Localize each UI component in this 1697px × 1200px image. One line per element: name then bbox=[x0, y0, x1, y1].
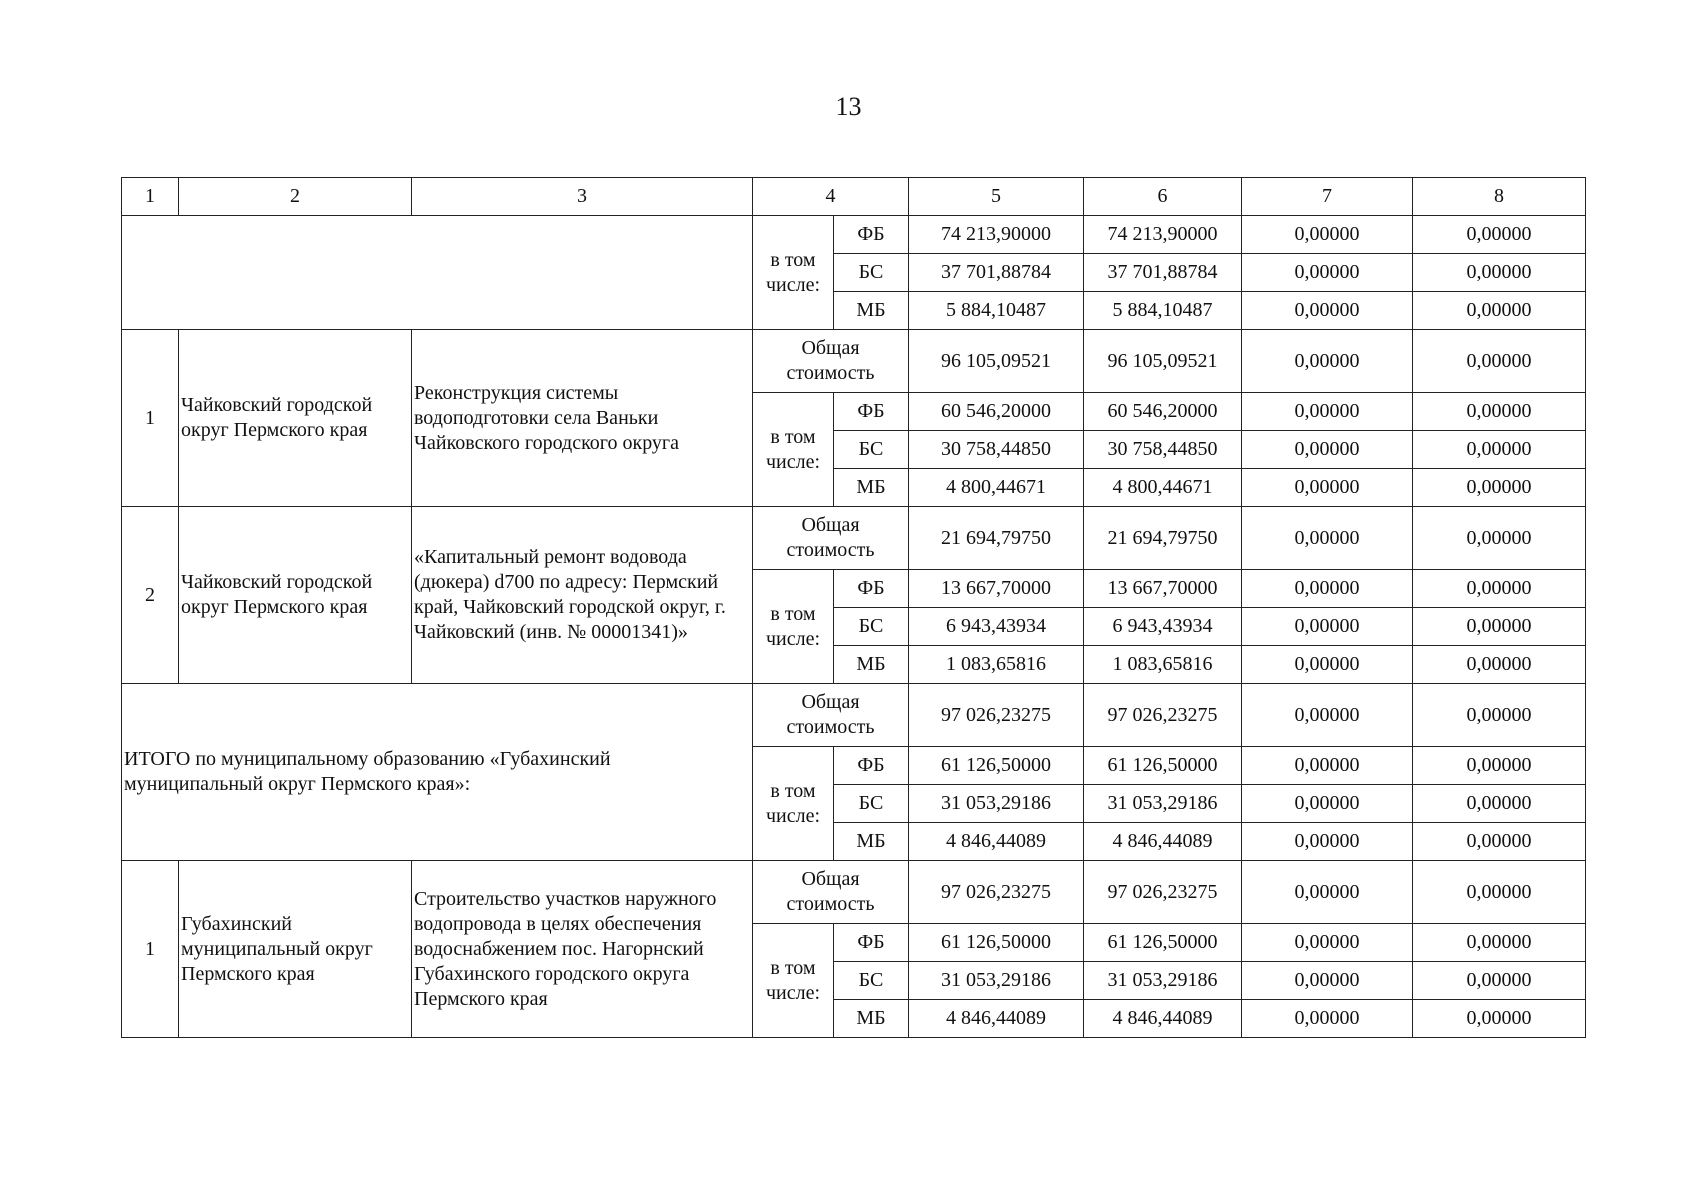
fund-code: БС bbox=[834, 785, 909, 823]
row-number: 1 bbox=[122, 330, 179, 507]
value-cell-col7: 0,00000 bbox=[1242, 254, 1413, 292]
including-label: в том числе: bbox=[753, 570, 834, 684]
value-cell-col6: 13 667,70000 bbox=[1084, 570, 1242, 608]
value-cell-col7: 0,00000 bbox=[1242, 393, 1413, 431]
municipality-name: Чайковский городской округ Пермского края bbox=[179, 507, 412, 684]
itogo-label: ИТОГО по муниципальному образованию «Губахинский муниципальный округ Пермского края»: bbox=[122, 684, 753, 861]
header-row bbox=[122, 178, 1586, 216]
value-cell-col8: 0,00000 bbox=[1413, 823, 1586, 861]
value-cell-col7: 0,00000 bbox=[1242, 570, 1413, 608]
value-cell-col8: 0,00000 bbox=[1413, 924, 1586, 962]
value-cell-col6: 74 213,90000 bbox=[1084, 216, 1242, 254]
header-cell-6: 6 bbox=[1084, 178, 1242, 216]
value-cell-col7: 0,00000 bbox=[1242, 924, 1413, 962]
table-row bbox=[122, 216, 1586, 254]
value-cell-col8: 0,00000 bbox=[1413, 431, 1586, 469]
header-cell-2: 2 bbox=[179, 178, 412, 216]
value-cell-col6: 97 026,23275 bbox=[1084, 684, 1242, 747]
object-name: Реконструкция системы водоподготовки села Ваньки Чайковского городского округа bbox=[412, 330, 753, 507]
blank-continuation-cell bbox=[122, 216, 753, 330]
value-cell-col7: 0,00000 bbox=[1242, 330, 1413, 393]
value-cell-col8: 0,00000 bbox=[1413, 608, 1586, 646]
value-cell-col5: 61 126,50000 bbox=[909, 747, 1084, 785]
including-label: в том числе: bbox=[753, 216, 834, 330]
header-cell-1: 1 bbox=[122, 178, 179, 216]
value-cell-col6: 61 126,50000 bbox=[1084, 924, 1242, 962]
header-cell-8: 8 bbox=[1413, 178, 1586, 216]
value-cell-col8: 0,00000 bbox=[1413, 684, 1586, 747]
value-cell-col8: 0,00000 bbox=[1413, 507, 1586, 570]
value-cell-col7: 0,00000 bbox=[1242, 216, 1413, 254]
total-cost-label: Общая стоимость bbox=[753, 684, 909, 747]
value-cell-col5: 31 053,29186 bbox=[909, 962, 1084, 1000]
total-cost-label: Общая стоимость bbox=[753, 861, 909, 924]
header-cell-3: 3 bbox=[412, 178, 753, 216]
fund-code: МБ bbox=[834, 469, 909, 507]
fund-code: БС bbox=[834, 608, 909, 646]
value-cell-col5: 96 105,09521 bbox=[909, 330, 1084, 393]
value-cell-col8: 0,00000 bbox=[1413, 393, 1586, 431]
object-name: Строительство участков наружного водопровода в целях обеспечения водоснабжением пос. Нагорнский Губахинского городского округа Пермского края bbox=[412, 861, 753, 1038]
value-cell-col7: 0,00000 bbox=[1242, 785, 1413, 823]
value-cell-col5: 4 846,44089 bbox=[909, 1000, 1084, 1038]
value-cell-col8: 0,00000 bbox=[1413, 330, 1586, 393]
table-body bbox=[122, 178, 1586, 1038]
value-cell-col5: 13 667,70000 bbox=[909, 570, 1084, 608]
value-cell-col5: 1 083,65816 bbox=[909, 646, 1084, 684]
value-cell-col5: 97 026,23275 bbox=[909, 861, 1084, 924]
value-cell-col7: 0,00000 bbox=[1242, 469, 1413, 507]
table-row bbox=[122, 861, 1586, 924]
value-cell-col7: 0,00000 bbox=[1242, 507, 1413, 570]
value-cell-col7: 0,00000 bbox=[1242, 646, 1413, 684]
fund-code: БС bbox=[834, 962, 909, 1000]
value-cell-col5: 31 053,29186 bbox=[909, 785, 1084, 823]
value-cell-col8: 0,00000 bbox=[1413, 747, 1586, 785]
value-cell-col6: 37 701,88784 bbox=[1084, 254, 1242, 292]
value-cell-col6: 96 105,09521 bbox=[1084, 330, 1242, 393]
value-cell-col5: 4 846,44089 bbox=[909, 823, 1084, 861]
including-label: в том числе: bbox=[753, 393, 834, 507]
value-cell-col7: 0,00000 bbox=[1242, 962, 1413, 1000]
value-cell-col5: 21 694,79750 bbox=[909, 507, 1084, 570]
fund-code: ФБ bbox=[834, 216, 909, 254]
page-number: 13 bbox=[835, 92, 862, 121]
header-cell-7: 7 bbox=[1242, 178, 1413, 216]
row-number: 1 bbox=[122, 861, 179, 1038]
value-cell-col6: 21 694,79750 bbox=[1084, 507, 1242, 570]
fund-code: МБ bbox=[834, 292, 909, 330]
value-cell-col6: 1 083,65816 bbox=[1084, 646, 1242, 684]
value-cell-col8: 0,00000 bbox=[1413, 292, 1586, 330]
fund-code: ФБ bbox=[834, 393, 909, 431]
value-cell-col6: 31 053,29186 bbox=[1084, 785, 1242, 823]
value-cell-col5: 4 800,44671 bbox=[909, 469, 1084, 507]
fund-code: МБ bbox=[834, 823, 909, 861]
including-label: в том числе: bbox=[753, 747, 834, 861]
value-cell-col8: 0,00000 bbox=[1413, 216, 1586, 254]
table-row bbox=[122, 330, 1586, 393]
value-cell-col7: 0,00000 bbox=[1242, 1000, 1413, 1038]
value-cell-col6: 30 758,44850 bbox=[1084, 431, 1242, 469]
total-cost-label: Общая стоимость bbox=[753, 330, 909, 393]
value-cell-col8: 0,00000 bbox=[1413, 1000, 1586, 1038]
value-cell-col8: 0,00000 bbox=[1413, 469, 1586, 507]
table-row bbox=[122, 507, 1586, 570]
value-cell-col5: 61 126,50000 bbox=[909, 924, 1084, 962]
header-cell-5: 5 bbox=[909, 178, 1084, 216]
value-cell-col8: 0,00000 bbox=[1413, 570, 1586, 608]
value-cell-col7: 0,00000 bbox=[1242, 608, 1413, 646]
value-cell-col7: 0,00000 bbox=[1242, 861, 1413, 924]
fund-code: ФБ bbox=[834, 924, 909, 962]
object-name: «Капитальный ремонт водовода (дюкера) d700 по адресу: Пермский край, Чайковский городской округ, г. Чайковский (инв. № 00001341)» bbox=[412, 507, 753, 684]
fund-code: МБ bbox=[834, 646, 909, 684]
value-cell-col8: 0,00000 bbox=[1413, 861, 1586, 924]
table-row bbox=[122, 684, 1586, 747]
value-cell-col6: 4 800,44671 bbox=[1084, 469, 1242, 507]
value-cell-col6: 31 053,29186 bbox=[1084, 962, 1242, 1000]
value-cell-col5: 37 701,88784 bbox=[909, 254, 1084, 292]
value-cell-col8: 0,00000 bbox=[1413, 646, 1586, 684]
fund-code: БС bbox=[834, 254, 909, 292]
value-cell-col8: 0,00000 bbox=[1413, 254, 1586, 292]
value-cell-col7: 0,00000 bbox=[1242, 823, 1413, 861]
value-cell-col6: 5 884,10487 bbox=[1084, 292, 1242, 330]
municipality-name: Чайковский городской округ Пермского края bbox=[179, 330, 412, 507]
fund-code: БС bbox=[834, 431, 909, 469]
value-cell-col7: 0,00000 bbox=[1242, 431, 1413, 469]
header-cell-4: 4 bbox=[753, 178, 909, 216]
value-cell-col7: 0,00000 bbox=[1242, 684, 1413, 747]
value-cell-col6: 60 546,20000 bbox=[1084, 393, 1242, 431]
value-cell-col8: 0,00000 bbox=[1413, 785, 1586, 823]
fund-code: МБ bbox=[834, 1000, 909, 1038]
value-cell-col6: 97 026,23275 bbox=[1084, 861, 1242, 924]
including-label: в том числе: bbox=[753, 924, 834, 1038]
fund-code: ФБ bbox=[834, 570, 909, 608]
value-cell-col5: 97 026,23275 bbox=[909, 684, 1084, 747]
value-cell-col6: 4 846,44089 bbox=[1084, 823, 1242, 861]
fund-code: ФБ bbox=[834, 747, 909, 785]
value-cell-col8: 0,00000 bbox=[1413, 962, 1586, 1000]
budget-table bbox=[121, 177, 1586, 1038]
value-cell-col5: 60 546,20000 bbox=[909, 393, 1084, 431]
total-cost-label: Общая стоимость bbox=[753, 507, 909, 570]
value-cell-col7: 0,00000 bbox=[1242, 747, 1413, 785]
value-cell-col5: 5 884,10487 bbox=[909, 292, 1084, 330]
value-cell-col6: 61 126,50000 bbox=[1084, 747, 1242, 785]
municipality-name: Губахинский муниципальный округ Пермского края bbox=[179, 861, 412, 1038]
value-cell-col5: 74 213,90000 bbox=[909, 216, 1084, 254]
value-cell-col6: 4 846,44089 bbox=[1084, 1000, 1242, 1038]
row-number: 2 bbox=[122, 507, 179, 684]
value-cell-col5: 30 758,44850 bbox=[909, 431, 1084, 469]
value-cell-col7: 0,00000 bbox=[1242, 292, 1413, 330]
value-cell-col6: 6 943,43934 bbox=[1084, 608, 1242, 646]
value-cell-col5: 6 943,43934 bbox=[909, 608, 1084, 646]
